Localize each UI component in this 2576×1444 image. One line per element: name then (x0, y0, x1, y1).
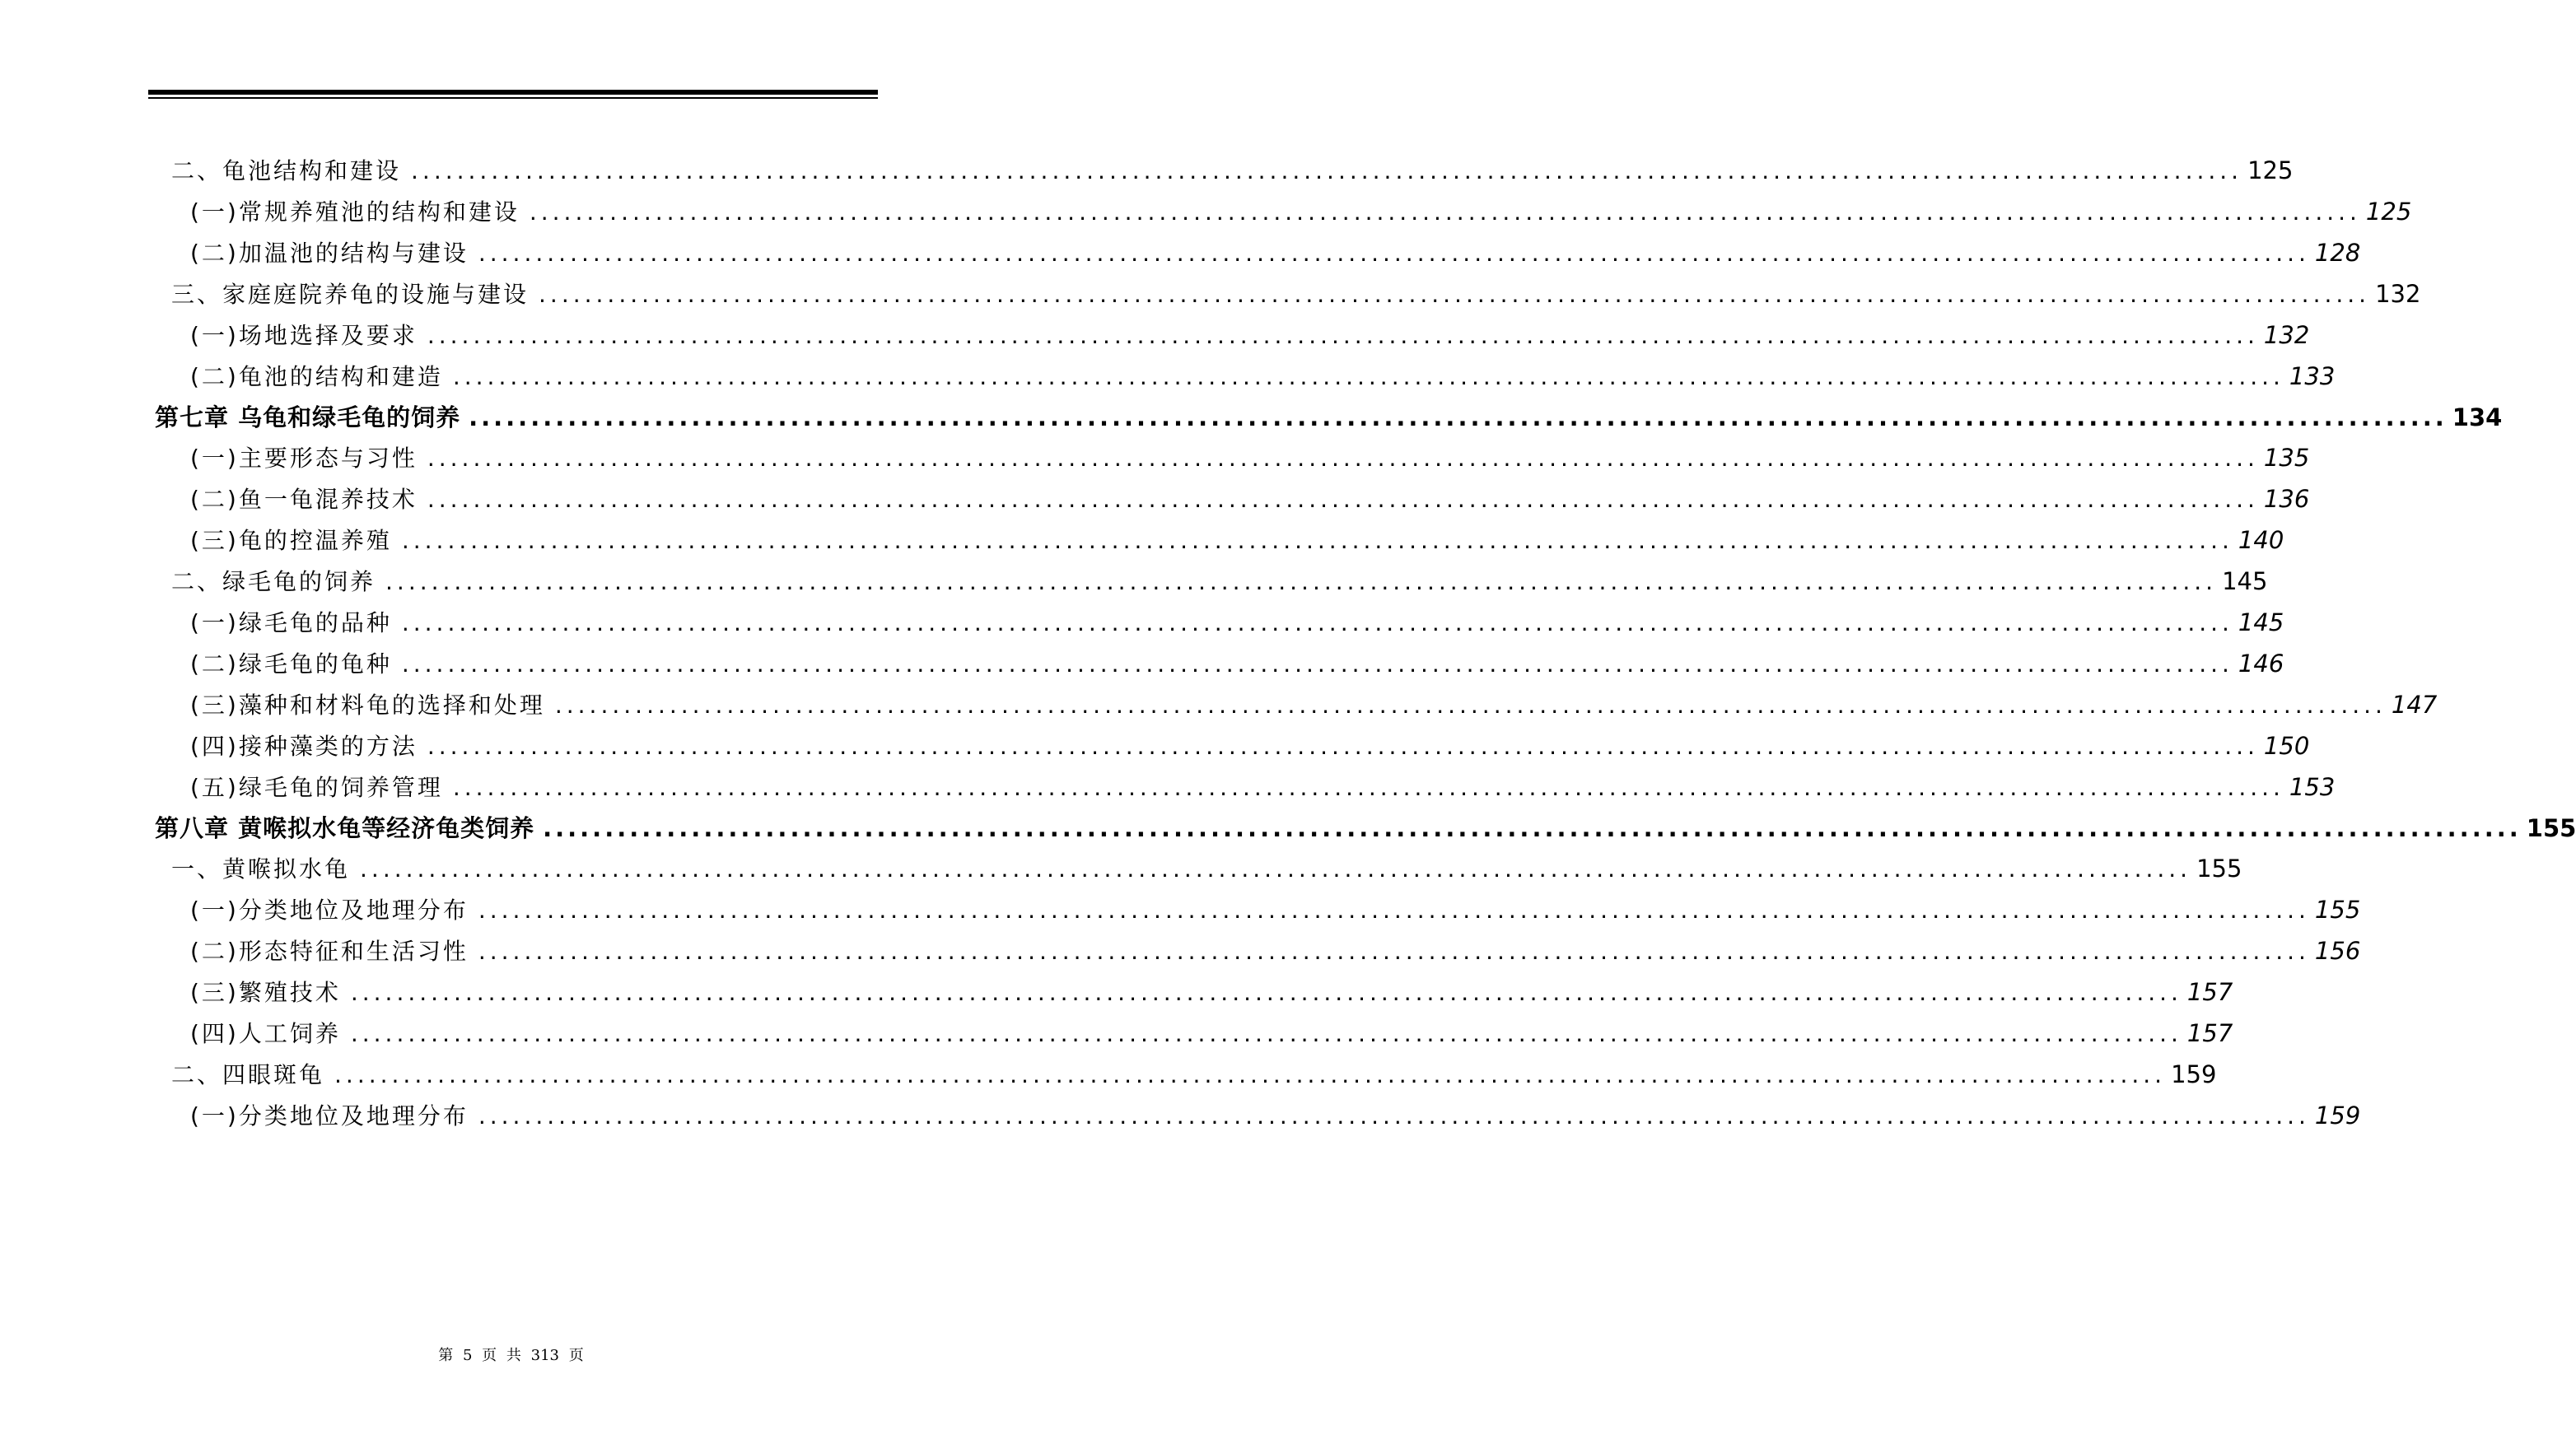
toc-entry-page-number: 134 (2452, 403, 2503, 432)
toc-leader-dots: ................................................................................................................................................................ (401, 608, 2233, 636)
header-rule-thick (148, 90, 878, 95)
toc-entry-sub[interactable] (190, 1016, 2233, 1057)
toc-leader-dots: ................................................................................................................................................................ (427, 445, 2259, 473)
toc-entry-label: (三)龟的控温养殖 (190, 527, 392, 555)
toc-entry-section[interactable] (171, 851, 2242, 892)
toc-entry-page-number: 147 (2391, 690, 2438, 719)
toc-entry-page-number: 156 (2314, 937, 2361, 966)
toc-entry-section[interactable] (171, 277, 2421, 318)
toc-entry-sub[interactable] (190, 975, 2233, 1016)
toc-entry-label: 三、家庭庭院养龟的设施与建设 (171, 280, 530, 308)
toc-entry-page-number: 159 (2314, 1101, 2361, 1130)
toc-entry-page-number: 157 (2186, 978, 2233, 1006)
toc-entry-page-number: 125 (2365, 197, 2412, 226)
toc-entry-page-number: 132 (2263, 320, 2310, 349)
toc-leader-dots: ................................................................................................................................................................ (401, 527, 2233, 555)
toc-entry-label: (三)繁殖技术 (190, 979, 341, 1006)
toc-entry-label: (一)分类地位及地理分布 (190, 1102, 469, 1130)
toc-entry-section[interactable] (171, 153, 2294, 194)
toc-entry-label: (二)形态特征和生活习性 (190, 938, 469, 966)
toc-leader-dots: ................................................................................................................................................................ (411, 157, 2243, 184)
toc-entry-label: (二)绿毛龟的龟种 (190, 650, 392, 678)
toc-entry-page-number: 135 (2263, 444, 2310, 473)
toc-entry-sub[interactable] (190, 770, 2336, 811)
toc-entry-page-number: 128 (2314, 238, 2361, 267)
toc-entry-page-number: 136 (2263, 485, 2310, 514)
toc-leader-dots: ................................................................................................................................................................ (452, 773, 2284, 801)
toc-leader-dots: ................................................................................................................................................................ (401, 650, 2233, 678)
toc-entry-sub[interactable] (190, 523, 2284, 564)
toc-entry-label: (五)绿毛龟的饲养管理 (190, 773, 443, 801)
header-rule-thin (148, 97, 878, 99)
toc-leader-dots: ................................................................................................................................................................ (478, 239, 2310, 267)
toc-entry-chapter[interactable] (155, 399, 2503, 440)
toc-entry-label: 二、龟池结构和建设 (171, 157, 402, 184)
toc-entry-page-number: 133 (2289, 361, 2336, 390)
page-footer: 第 5 页 共 313 页 (438, 1347, 584, 1364)
toc-entry-label: 第七章 乌龟和绿毛龟的饲养 (155, 403, 461, 432)
toc-leader-dots: ................................................................................................................................................................ (543, 814, 2522, 843)
toc-entry-page-number: 155 (2526, 814, 2576, 843)
toc-leader-dots: ................................................................................................................................................................ (554, 691, 2387, 719)
toc-leader-dots: ................................................................................................................................................................ (427, 486, 2259, 514)
toc-entry-sub[interactable] (190, 934, 2361, 975)
toc-entry-label: (一)常规养殖池的结构和建设 (190, 198, 520, 226)
toc-entry-page-number: 159 (2171, 1060, 2217, 1088)
toc-entry-page-number: 150 (2263, 731, 2310, 760)
toc-leader-dots: ................................................................................................................................................................ (427, 321, 2259, 349)
toc-entry-sub[interactable] (190, 194, 2412, 235)
toc-leader-dots: ................................................................................................................................................................ (478, 1102, 2310, 1130)
toc-entry-page-number: 157 (2186, 1018, 2233, 1047)
toc-entry-sub[interactable] (190, 318, 2310, 359)
toc-entry-sub[interactable] (190, 729, 2310, 770)
toc-entry-sub[interactable] (190, 687, 2438, 729)
toc-entry-page-number: 132 (2375, 279, 2421, 308)
toc-entry-sub[interactable] (190, 235, 2361, 277)
toc-leader-dots: ................................................................................................................................................................ (350, 1019, 2182, 1047)
toc-entry-label: (四)人工饲养 (190, 1019, 341, 1047)
toc-leader-dots: ................................................................................................................................................................ (385, 568, 2218, 595)
toc-entry-label: (一)绿毛龟的品种 (190, 608, 392, 636)
toc-entry-label: (二)加温池的结构与建设 (190, 239, 469, 267)
toc-entry-page-number: 155 (2314, 896, 2361, 925)
toc-entry-label: (四)接种藻类的方法 (190, 732, 418, 760)
toc-entry-page-number: 145 (2238, 608, 2284, 636)
toc-entry-label: (二)鱼一龟混养技术 (190, 486, 418, 514)
toc-entry-sub[interactable] (190, 359, 2336, 400)
toc-entry-page-number: 146 (2238, 649, 2284, 678)
toc-entry-sub[interactable] (190, 440, 2310, 482)
toc-entry-sub[interactable] (190, 892, 2361, 934)
toc-leader-dots: ................................................................................................................................................................ (350, 979, 2182, 1006)
toc-entry-label: (一)主要形态与习性 (190, 445, 418, 473)
toc-entry-page-number: 153 (2289, 772, 2336, 801)
toc-entry-label: (一)分类地位及地理分布 (190, 897, 469, 925)
toc-entry-chapter[interactable] (155, 810, 2576, 851)
toc-leader-dots: ................................................................................................................................................................ (452, 362, 2284, 390)
toc-entry-sub[interactable] (190, 605, 2284, 646)
toc-leader-dots: ................................................................................................................................................................ (334, 1060, 2167, 1088)
toc-leader-dots: ................................................................................................................................................................ (360, 855, 2192, 883)
toc-entry-page-number: 140 (2238, 526, 2284, 555)
toc-leader-dots: ................................................................................................................................................................ (539, 280, 2371, 308)
toc-entry-label: (三)藻种和材料龟的选择和处理 (190, 691, 545, 719)
toc-leader-dots: ................................................................................................................................................................ (529, 198, 2361, 226)
toc-entry-sub[interactable] (190, 646, 2284, 687)
toc-leader-dots: ................................................................................................................................................................ (478, 938, 2310, 966)
toc-entry-page-number: 155 (2196, 855, 2242, 883)
toc-entry-label: (二)龟池的结构和建造 (190, 362, 443, 390)
toc-entry-section[interactable] (171, 564, 2268, 605)
toc-entry-label: 二、四眼斑龟 (171, 1060, 325, 1088)
toc-entry-section[interactable] (171, 1057, 2217, 1098)
toc-leader-dots: ................................................................................................................................................................ (469, 403, 2448, 432)
toc-entry-sub[interactable] (190, 1098, 2361, 1139)
toc-entry-label: 第八章 黄喉拟水龟等经济龟类饲养 (155, 814, 535, 843)
toc-entry-page-number: 145 (2222, 567, 2268, 595)
toc-entry-label: (一)场地选择及要求 (190, 321, 418, 349)
toc-entry-label: 一、黄喉拟水龟 (171, 855, 351, 883)
toc-leader-dots: ................................................................................................................................................................ (427, 732, 2259, 760)
toc-entry-page-number: 125 (2247, 156, 2294, 184)
toc-entry-sub[interactable] (190, 482, 2310, 523)
toc-leader-dots: ................................................................................................................................................................ (478, 897, 2310, 925)
toc-entry-label: 二、绿毛龟的饲养 (171, 568, 376, 595)
